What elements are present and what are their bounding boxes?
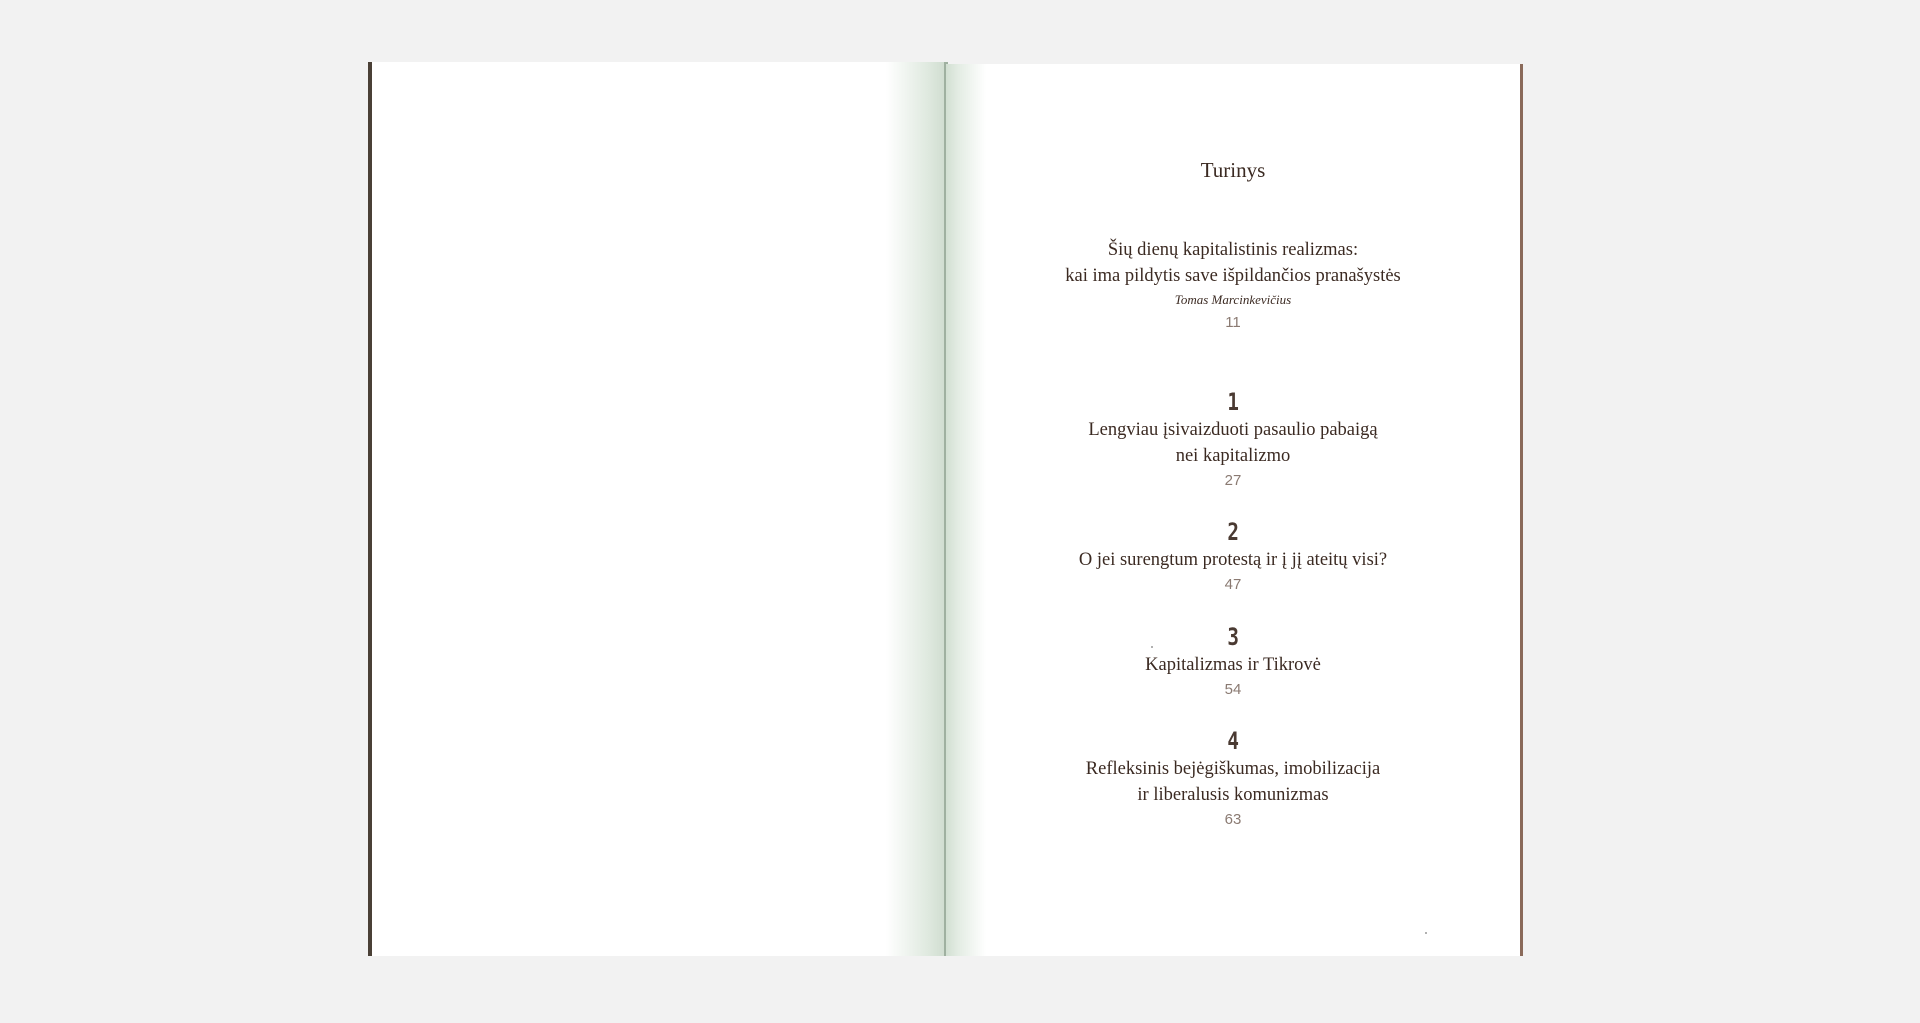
left-page [372, 62, 946, 956]
intro-title-line-2: kai ima pildytis save išpildančios pranašystės [1065, 266, 1401, 286]
toc-entry-chapter-4 [946, 726, 1520, 832]
toc-title: Turinys [1200, 158, 1266, 182]
toc-entry-intro [946, 237, 1520, 335]
intro-page-number: 11 [1225, 314, 1241, 331]
chapter-4-page-number: 63 [1224, 811, 1242, 828]
chapter-4-title-line-1: Refleksinis bejėgiškumas, imobilizacija [1085, 759, 1381, 779]
right-page [946, 64, 1520, 956]
chapter-1-title-line-1: Lengviau įsivaizduoti pasaulio pabaigą [1088, 420, 1378, 440]
chapter-2-number: 2 [1227, 518, 1239, 546]
paper-speck [1425, 932, 1427, 934]
open-book-spread [368, 60, 1524, 956]
chapter-1-number: 1 [1227, 388, 1239, 416]
chapter-4-number: 4 [1227, 727, 1239, 755]
chapter-3-page-number: 54 [1224, 681, 1242, 698]
chapter-2-page-number: 47 [1224, 576, 1242, 593]
intro-author: Tomas Marcinkevičius [1174, 292, 1292, 307]
toc-entry-chapter-1 [946, 387, 1520, 493]
chapter-3-number: 3 [1227, 623, 1239, 651]
left-gutter-shadow [886, 62, 946, 956]
chapter-1-page-number: 27 [1224, 472, 1242, 489]
intro-title-line-1: Šių dienų kapitalistinis realizmas: [1107, 240, 1359, 260]
chapter-3-title-line-1: Kapitalizmas ir Tikrovė [1145, 655, 1321, 675]
paper-speck [1151, 646, 1153, 648]
chapter-4-title-line-2: ir liberalusis komunizmas [1137, 785, 1329, 805]
toc-entry-chapter-2 [946, 517, 1520, 597]
toc-entry-chapter-3 [946, 622, 1520, 702]
chapter-1-title-line-2: nei kapitalizmo [1175, 446, 1291, 466]
table-of-contents [946, 64, 1520, 956]
chapter-2-title-line-1: O jei surengtum protestą ir į jį ateitų visi? [1078, 550, 1388, 570]
